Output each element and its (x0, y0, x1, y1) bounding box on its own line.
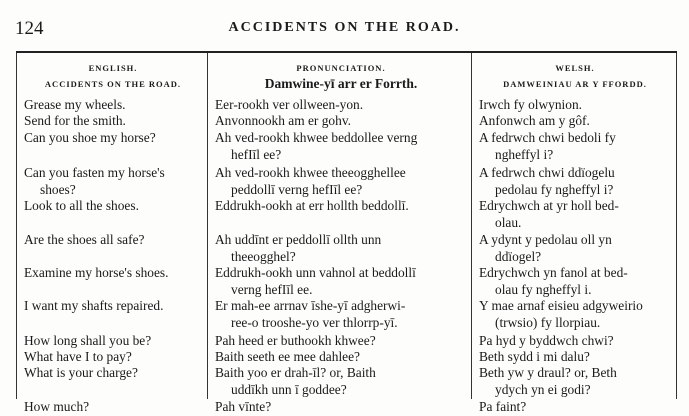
welsh-cell: Pa hyd y byddwch chwi? (479, 333, 614, 348)
welsh-column (479, 53, 671, 414)
pronunciation-cell: Eddrukh-ookh unn vahnol at beddollī verng hefIīl ee. (215, 265, 416, 297)
english-cell: I want my shafts repaired. (24, 298, 164, 313)
column-divider-2 (471, 53, 472, 399)
pronunciation-cell: Ah ved-rookh khwee beddollee verng hefIīl ee? (215, 130, 418, 162)
table-right-border (676, 53, 677, 399)
english-column (24, 53, 202, 414)
running-head: ACCIDENTS ON THE ROAD. (228, 20, 461, 35)
pronunciation-cell: Baith seeth ee mee dahlee? (215, 349, 360, 364)
welsh-cell: Anfonwch am y gôf. (479, 113, 590, 128)
column-divider-1 (207, 53, 208, 399)
welsh-cell: A fedrwch chwi bedoli fy ngheffyl i? (479, 130, 616, 162)
english-cell: What have I to pay? (24, 349, 132, 364)
english-cell: Are the shoes all safe? (24, 232, 145, 247)
pronunciation-cell: Ah uddīnt er peddollī ollth unn theeogghel? (215, 232, 382, 264)
pronunciation-cell: Eer-rookh ver ollween-yon. (215, 97, 364, 112)
english-cell: What is your charge? (24, 365, 138, 380)
welsh-cell: Beth yw y draul? or, Beth ydych yn ei godi? (479, 365, 617, 397)
welsh-cell: Beth sydd i mi dalu? (479, 349, 590, 364)
pronunciation-cell: Pah heed er buthookh khwee? (215, 333, 376, 348)
pronunciation-cell: Baith yoo er drah-īl? or, Baith uddīkh unn ī goddee? (215, 365, 376, 397)
welsh-header: WELSH. (555, 63, 595, 73)
pronunciation-cell: Anvonnookh am er gohv. (215, 113, 351, 128)
welsh-cell: Edrychwch at yr holl bed- olau. (479, 198, 619, 230)
english-subheader: ACCIDENTS ON THE ROAD. (44, 79, 182, 89)
english-cell: Examine my horse's shoes. (24, 265, 169, 280)
english-cell: Send for the smith. (24, 113, 126, 128)
pronunciation-cell: Ah ved-rookh khwee theeogghellee peddollī verng hefIīl ee? (215, 165, 406, 197)
pronunciation-subheader: Damwine-yī arr er Forrth. (264, 76, 418, 91)
pronunciation-cell: Pah vīnte? (215, 399, 272, 414)
welsh-cell: Irwch fy olwynion. (479, 97, 583, 112)
table-left-border (16, 53, 17, 399)
welsh-cell: A ydynt y pedolau oll yn ddïogel? (479, 232, 612, 264)
page-number: 124 (15, 18, 44, 39)
welsh-subheader: DAMWEINIAU AR Y FFORDD. (503, 79, 647, 89)
pronunciation-column (215, 53, 467, 414)
welsh-cell: A fedrwch chwi ddïogelu pedolau fy ngheffyl i? (479, 165, 615, 197)
pronunciation-cell: Eddrukh-ookh at err hollth beddollī. (215, 198, 409, 213)
english-cell: Look to all the shoes. (24, 198, 139, 213)
pronunciation-header: PRONUNCIATION. (296, 63, 386, 73)
english-cell: Can you fasten my horse's shoes? (24, 165, 165, 197)
english-cell: How much? (24, 399, 90, 414)
welsh-cell: Y mae arnaf eisieu adgyweirio (trwsio) fy llorpiau. (479, 298, 643, 330)
pronunciation-cell: Er mah-ee arrnav īshe-yī adgherwi- ree-o trooshe-yo ver thlorrp-yī. (215, 298, 406, 330)
welsh-cell: Edrychwch yn fanol at bed- olau fy ngheffyl i. (479, 265, 628, 297)
english-cell: Grease my wheels. (24, 97, 126, 112)
english-cell: How long shall you be? (24, 333, 152, 348)
english-cell: Can you shoe my horse? (24, 130, 156, 145)
welsh-cell: Pa faint? (479, 399, 527, 414)
phrase-table (16, 51, 677, 414)
english-header: ENGLISH. (88, 63, 138, 73)
